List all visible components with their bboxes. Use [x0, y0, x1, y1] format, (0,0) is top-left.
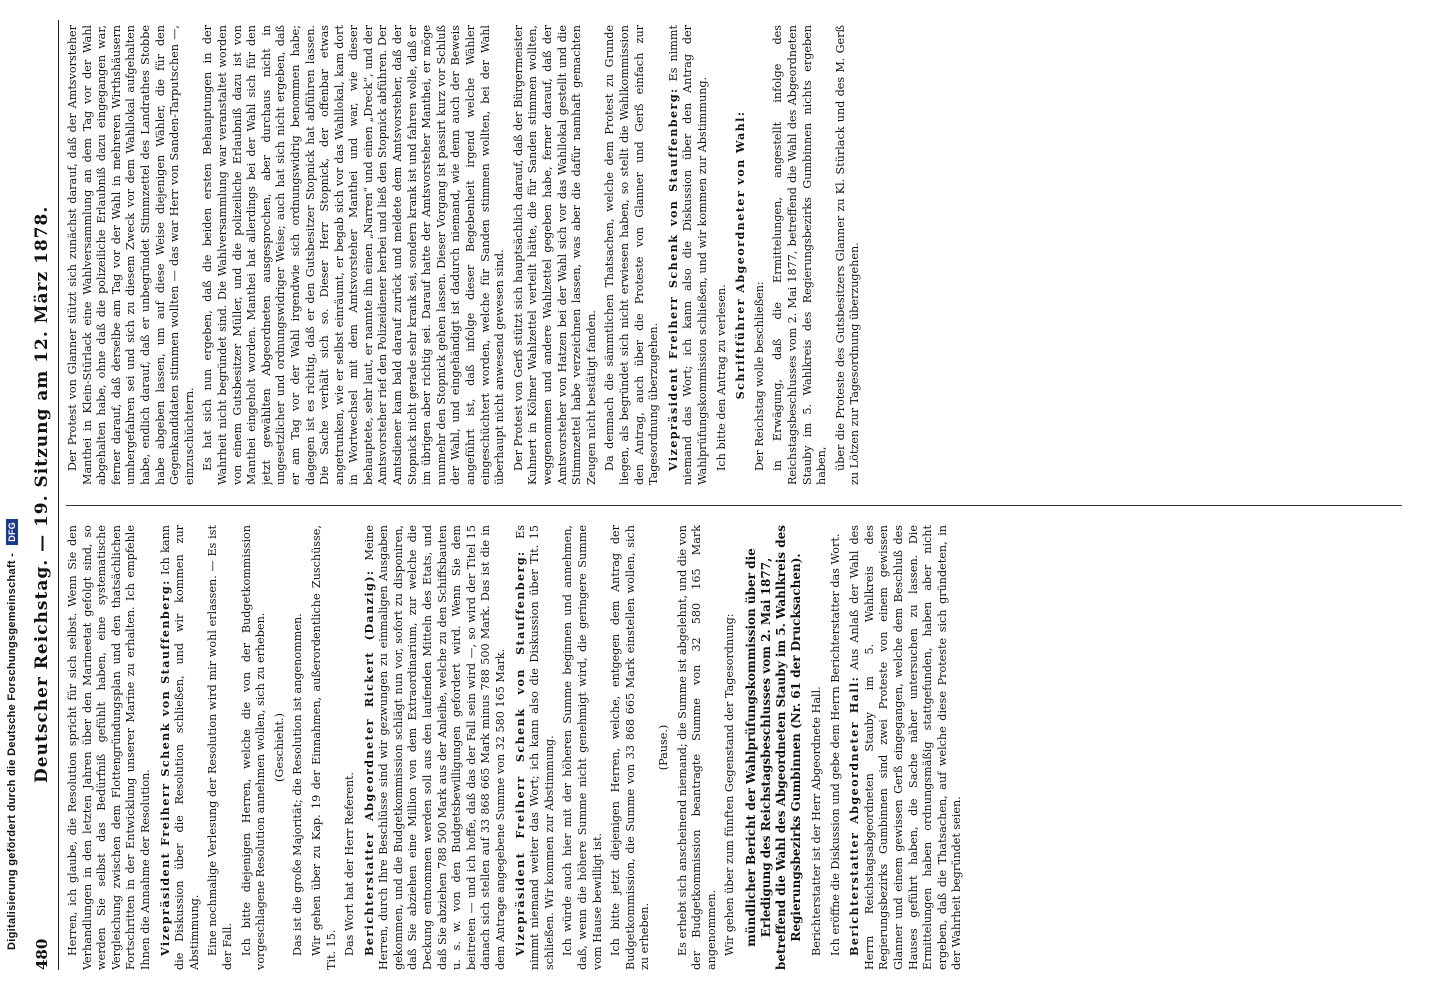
paragraph: Vizepräsident Freiherr Schenk von Stauffenberg: Ich kann die Diskussion über die Resolution schließen, und wir kommen zur Abstimmung. [157, 525, 201, 970]
paragraph: über die Proteste des Gutsbesitzers Glanner zu Kl. Stürlack und des M. Gerß zu Lötzen zur Tagesordnung überzugehen. [833, 25, 862, 485]
speaker-name: Vizepräsident Freiherr Schenk von Stauffenberg: [157, 579, 172, 956]
paragraph: Ich eröffne die Diskussion und gebe dem Herrn Berichterstatter das Wort. [828, 533, 842, 956]
speaker-name: Berichterstatter Abgeordneter Rickert (Danzig): [361, 569, 376, 956]
paragraph: Das Wort hat der Herr Referent. [343, 771, 357, 956]
column-right [66, 25, 1412, 485]
paragraph: Wir gehen über zu Kap. 19 der Einnahmen, außerordentliche Zuschüsse, Tit. 15. [309, 525, 338, 970]
page-number: 480 [33, 938, 51, 970]
column-left [66, 525, 1412, 970]
paragraph: Berichterstatter Abgeordneter Hall: Aus Anlaß der Wahl des Herrn Reichstagsabgeordneten Stauby im 5. Wahlkreis des Regierungsbezirks Gumbinnen sind zwei Proteste von einem gewissen Glanner und einem gewissen Gerß eingegangen, welche dem Beschluß des Hauses geführt haben, die Sache näher untersuchen zu lassen. Die Ermittelungen haben ordnungsmäßig stattgefunden, haben aber nicht ergeben, daß die Thatsachen, auf welche diese Proteste sich gründeten, in der Wahrheit begründet seien. [847, 525, 964, 970]
speaker-name: Vizepräsident Freiherr Schenk von Stauffenberg: [512, 550, 527, 956]
paragraph: Ich bitte jetzt diejenigen Herren, welche, entgegen dem Antrag der Budgetkommission, die Summe von 33 868 665 Mark einstellen wollen, sich zu erheben. [609, 525, 652, 970]
page-title: Deutscher Reichstag. — 19. Sitzung am 12. März 1878. [32, 205, 52, 783]
column-divider [66, 505, 1402, 506]
paragraph: Es hat sich nun ergeben, daß die beiden ersten Behauptungen in der Wahrheit nicht begründet sind. Die Wahlversammlung war veranstaltet worden von einem Gutsbesitzer Müller, und die polizeiliche Erlaubniß dazu ist von Manthei eingeholt worden. Manthei hat allerdings bei der Wahl sich für den jetzt gewählten Abgeordneten ausgesprochen, aber durchaus nicht in ungesetzlicher und ordnungswidriger Weise; auch hat sich nicht ergeben, daß er am Tag vor der Wahl irgendwie sich ordnungswidrig benommen habe; dagegen ist es richtig, daß er den Gutsbesitzer Stopnick hat abführen lassen. Die Sache verhält sich so. Dieser Herr Stopnick, der offenbar etwas angetrunken, wie er selbst einräumt, er begab sich vor das Wahllokal, kam dort in Wortwechsel mit dem Amtsvorsteher Manthei und war, wie dieser behauptete, sehr laut, er nannte ihn einen „Narren“ und einen „Dreck“, und der Amtsvorsteher rief den Polizeidiener herbei und ließ den Stopnick abführen. Der Amtsdiener kam bald darauf zurück und meldete dem Amtsvorsteher, daß der Stopnick nicht gerade sehr krank sei, sondern krank ist und fahren wolle, daß er im übrigen aber richtig sei. Darauf hatte der Amtsvorsteher Manthei, er möge nunmehr den Stopnick gehen lassen. Dieser Vorgang ist passirt kurz vor Schluß der Wahl, und eingehändigt ist dadurch niemand, wie denn auch der Beweis angeführt ist, daß infolge dieser Begebenheit irgend welche Wähler eingeschüchtert worden, welche für Sanden stimmen wollten, bei der Wahl überhaupt nicht anwesend gewesen sind. [201, 25, 507, 485]
speaker-name: Berichterstatter Abgeordneter Hall: [847, 675, 862, 956]
paragraph: Vizepräsident Freiherr Schenk von Stauffenberg: Es nimmt niemand weiter das Wort; ich kann also die Diskussion über Tit. 15 schließen. Wir kommen zur Abstimmung. [512, 525, 556, 970]
paragraph: Es erhebt sich anscheinend niemand; die Summe ist abgelehnt, und die von der Budgetkommission beantragte Summe von 32 580 165 Mark angenommen. [675, 525, 718, 970]
paragraph: Ich bitte diejenigen Herren, welche die von der Budgetkommission vorgeschlagene Resolution annehmen wollen, sich zu erheben. [239, 525, 268, 970]
agenda-heading: mündlicher Bericht der Wahlprüfungskommission über die Erledigung des Reichstagsbeschlusses vom 2. Mai 1877, betreffend die Wahl des Abgeordneten Stauby im 5. Wahlkreis des Regierungsbezirks Gumbinnen (Nr. 61 der Drucksachen). [743, 525, 803, 970]
paragraph: Da demnach die sämmtlichen Thatsachen, welche dem Protest zu Grunde liegen, als begründet sich nicht erwiesen haben, so stellt die Wahlkommission den Antrag, auch über die Proteste von Glanner und Gerß einfach zur Tagesordnung überzugehen. [603, 25, 661, 485]
paragraph: in Erwägung, daß die Ermittelungen, angestellt infolge des Reichstagsbeschlusses vom 2. Mai 1877, betreffend die Wahl des Abgeordneten Stauby im 5. Wahlkreis des Regierungsbezirks Gumbinnen nichts ergeben haben, [771, 25, 829, 485]
paragraph: Berichterstatter Abgeordneter Rickert (Danzig): Meine Herren, durch Ihre Beschlüsse sind wir gezwungen zu einmaligen Ausgaben gekommen, und die Budgetkommission schlägt nun vor, sofort zu disponiren, daß Sie abziehen eine Million von dem Extraordinarium, zur welche die Deckung entnommen werden soll aus den laufenden Mitteln des Etats, und daß Sie abziehen 788 500 Mark aus der Anleihe, welche zu den Schiffsbauten u. s. w. von den Budgetsbewilligungen gefordert wird. Wenn Sie dem beitreten — und ich hoffe, daß das der Fall sein wird —, so wird der Titel 15 danach sich stellen auf 33 868 665 Mark minus 788 500 Mark. Das ist die in dem Antrage angegebene Summe von 32 580 165 Mark. [361, 525, 508, 970]
paragraph: Wir gehen über zum fünften Gegenstand der Tagesordnung: [723, 613, 737, 956]
credit-text: Digitalisierung gefördert durch die Deutsche Forschungsgemeinschaft - [6, 552, 18, 950]
paragraph: Berichterstatter ist der Herr Abgeordnete Hall. [809, 686, 823, 956]
paragraph: Eine nochmalige Verlesung der Resolution wird mir wohl erlassen. — Es ist der Fall. [206, 525, 234, 970]
paragraph: Das ist die große Majorität; die Resolution ist angenommen. [291, 613, 305, 956]
paragraph [733, 25, 749, 485]
paragraph: Herren, ich glaube, die Resolution spricht für sich selbst. Wenn Sie den Verhandlungen in den letzten Jahren über den Marineetat gefolgt sind, so werden Sie selbst das Bedürfniß gefühlt haben, eine systematische Vergleichung zwischen dem Flottengründungsplan und den thatsächlichen Fortschritten in der Entwicklung unserer Marine zu erhalten. Ich empfehle Ihnen die Annahme der Resolution. [66, 525, 152, 970]
dfg-logo: DFG [6, 519, 18, 545]
page-header [26, 20, 59, 970]
speaker-name: Vizepräsident Freiherr Schenk von Stauffenberg: [665, 87, 680, 471]
paragraph: Vizepräsident Freiherr Schenk von Stauffenberg: Es nimmt niemand das Wort; ich kann also die Diskussion über den Antrag der Wahlprüfungskommission schließen, und wir kommen zur Abstimmung. [665, 25, 709, 485]
paragraph: Ich würde auch hier mit der höheren Summe beginnen und annehmen, daß, wenn die höhere Summe nicht genehmigt wird, die geringere Summe vom Hause bewilligt ist. [561, 525, 604, 970]
paragraph: Der Protest von Glanner stützt sich zunächst darauf, daß der Amtsvorsteher Manthei in Klein-Stürlack eine Wahlversammlung an dem Tag vor der Wahl abgehalten habe, ohne daß die polizeiliche Erlaubniß dazu eingegangen war, ferner darauf, daß derselbe am Tag vor der Wahl in mehreren Wirthshäusern umhergefahren sei und sich zu diesem Zweck vor dem Wahllokal aufgehalten habe, endlich darauf, daß er unbegründet Stimmzettel des Landrathes Stobbe habe abgeben lassen, um auf diese Weise diejenigen Wähler, die für den Gegenkandidaten stimmen wollten — das war Herr von Sanden-Tarputschen —, einzuschüchtern. [66, 25, 196, 485]
paragraph: Ich bitte den Antrag zu verlesen. [714, 284, 728, 471]
paragraph: Der Reichstag wolle beschließen: [752, 281, 766, 471]
stage-note: (Pause.) [656, 724, 670, 771]
rotated-page-content [16, 0, 1432, 1000]
speaker-name: Schriftführer Abgeordneter von Wahl: [733, 110, 748, 400]
paragraph: Der Protest von Gerß stützt sich hauptsächlich darauf, daß der Bürgermeister Kuhnert in Kölmer Wahlzettel verteilt hätte, die für Sanden stimmen wollten, weggenommen und andere Wahlzettel gegeben habe, ferner darauf, daß der Amtsvorsteher von Hatzen bei der Wahl sich vor das Wahllokal gestellt und die Stimmzettel habe verzeichnen lassen, was aber die dafür namhaft gemachten Zeugen nicht bestätigt fanden. [511, 25, 598, 485]
stage-note: (Geschieht.) [272, 713, 286, 782]
